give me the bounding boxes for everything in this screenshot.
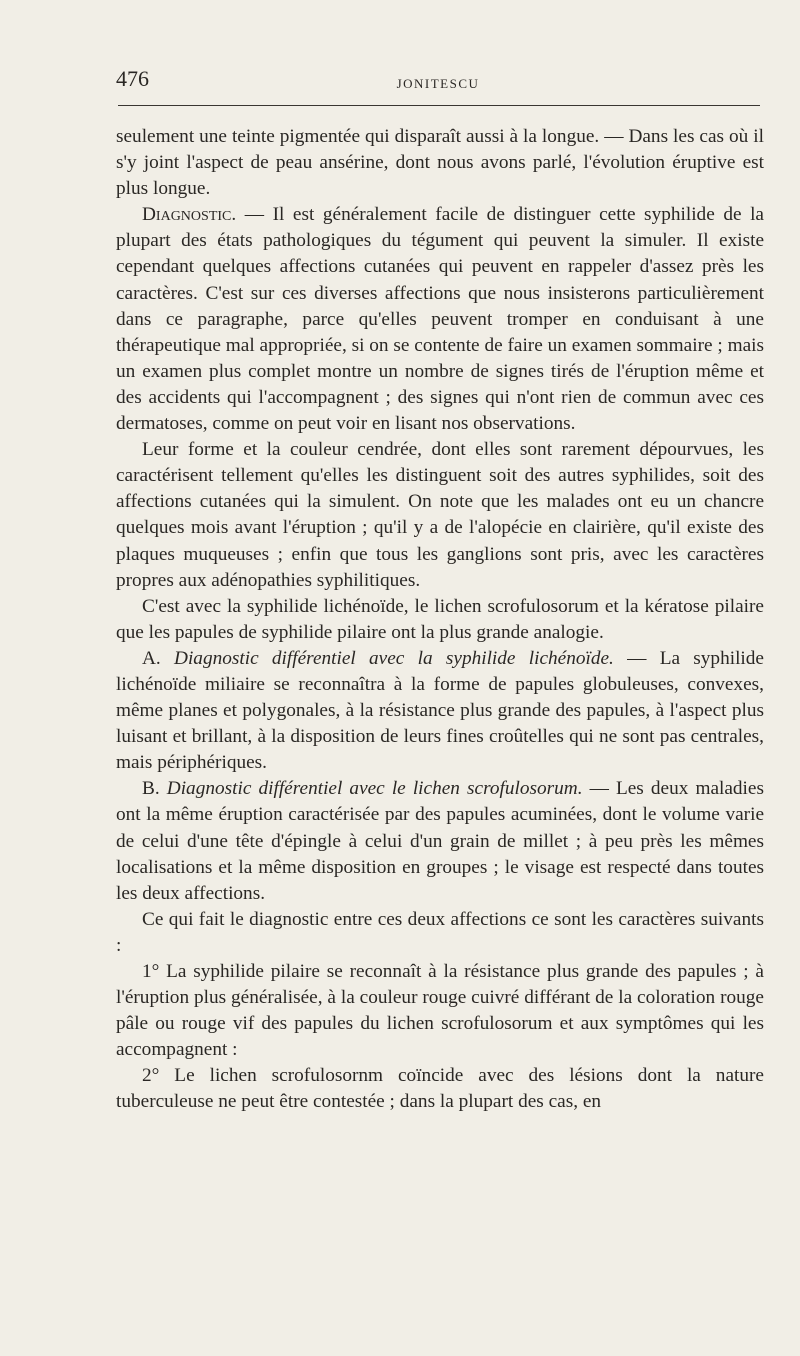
text-run: Ce qui fait le diagnostic entre ces deux affections ce sont les caractères suivants : xyxy=(116,908,764,956)
paragraph xyxy=(116,646,764,776)
paragraph xyxy=(116,959,764,1063)
text-run: Leur forme et la couleur cendrée, dont elles sont rarement dépourvues, les caractérisent tellement qu'elles les distinguent soit des autres syphilides, soit des affections cutanées qui la simulent. On note que les malades ont eu un chancre quelques mois avant l'éruption ; qu'il y a de l'alopécie en clairière, qu'il existe des plaques muqueuses ; enfin que tous les ganglions sont pris, avec les caractères propres aux adénopathies syphilitiques. xyxy=(116,439,764,591)
subsection-title: Diagnostic différentiel avec le lichen scrofulosorum. xyxy=(166,778,583,800)
text-run: — La syphilide lichénoïde miliaire se reconnaîtra à la forme de papules globuleuses, convexes, même planes et polygonales, à la résistance plus grande des papules, à l'aspect plus luisant et brillant, à la disposition de leurs fines croûtelles qui ne sont pas centrales, mais périphériques. xyxy=(116,647,764,774)
paragraph xyxy=(116,124,764,202)
page-header xyxy=(116,66,760,100)
running-head: JONITESCU xyxy=(396,76,480,91)
paragraph xyxy=(116,776,764,906)
text-run: B. xyxy=(142,778,167,800)
paragraph xyxy=(116,907,764,959)
paragraph xyxy=(116,1063,764,1115)
section-heading: Diagnostic. xyxy=(142,204,237,226)
text-run: C'est avec la syphilide lichénoïde, le lichen scrofulosorum et la kératose pilaire que les papules de syphilide pilaire ont la plus grande analogie. xyxy=(116,595,764,643)
page-number: 476 xyxy=(116,66,149,91)
paragraph xyxy=(116,437,764,594)
paragraph xyxy=(116,594,764,646)
header-rule xyxy=(118,105,760,106)
text-run: — Il est généralement facile de distinguer cette syphilide de la plupart des états pathologiques du tégument qui peuvent la simuler. Il existe cependant quelques affections cutanées qui peuvent en rappeler d'assez près les caractères. C'est sur ces diverses affections que nous insisterons particulièrement dans ce paragraphe, parce qu'elles peuvent tromper en conduisant à une thérapeutique mal appropriée, si on se contente de faire un examen sommaire ; mais un examen plus complet montre un nombre de signes tirés de l'éruption même et des accidents qui l'accompagnent ; des signes qui n'ont rien de commun avec ces dermatoses, comme on peut voir en lisant nos observations. xyxy=(116,204,764,435)
text-run: seulement une teinte pigmentée qui disparaît aussi à la longue. — Dans les cas où il s'y joint l'aspect de peau ansérine, dont nous avons parlé, l'évolution éruptive est plus longue. xyxy=(116,126,764,200)
text-run: — Les deux maladies ont la même éruption caractérisée par des papules acuminées, dont le volume varie de celui d'une tête d'épingle à celui d'un grain de millet ; à peu près les mêmes localisations et la même disposition en groupes ; le visage est respecté dans toutes les deux affections. xyxy=(116,778,764,904)
body-text xyxy=(116,124,764,1116)
text-run: A. xyxy=(142,647,175,669)
subsection-title: Diagnostic différentiel avec la syphilide lichénoïde. xyxy=(174,647,614,669)
paragraph xyxy=(116,202,764,437)
text-run: 2° Le lichen scrofulosornm coïncide avec des lésions dont la nature tuberculeuse ne peut être contestée ; dans la plupart des cas, en xyxy=(116,1065,764,1113)
text-run: 1° La syphilide pilaire se reconnaît à la résistance plus grande des papules ; à l'éruption plus généralisée, à la couleur rouge cuivré différant de la coloration rouge pâle ou rouge vif des papules du lichen scrofulosorum et aux symptômes qui les accompagnent : xyxy=(116,961,764,1061)
